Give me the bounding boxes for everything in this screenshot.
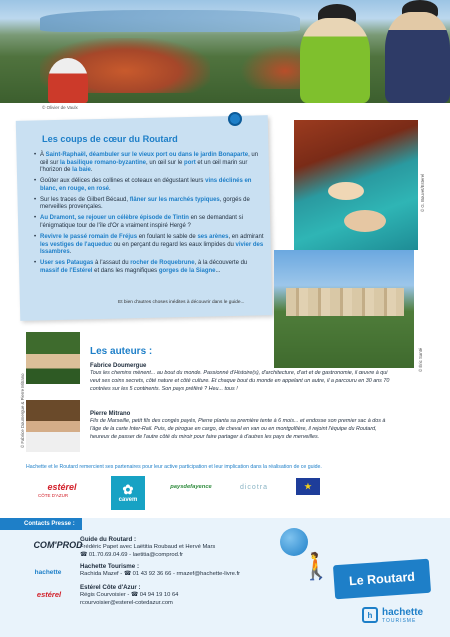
contact-line: Régis Courvoisier - ☎ 04 94 19 10 64 <box>80 592 179 598</box>
author-name: Fabrice Doumergue <box>90 363 147 369</box>
esterel-logo: estérel <box>28 478 96 496</box>
snorkeler <box>328 182 364 200</box>
village-photo <box>274 250 414 368</box>
cyclist-blue <box>385 12 450 103</box>
thanks-text: Hachette et le Routard remercient ses partenaires pour leur active participation et leur implication dans la réalisation de ce guide. <box>26 464 322 470</box>
hachette-small-logo: hachette <box>34 568 62 576</box>
photo-credit: © Éric Santé <box>418 347 423 372</box>
list-item: • Sur les traces de Gilbert Bécaud, flâner sur les marchés typiques, gorgés de merveilles provençales. <box>34 197 266 212</box>
list-item: • À Saint-Raphaël, déambuler sur le vieux port ou dans le jardin Bonaparte, un œil sur la basilique romano-byzantine, un œil sur le port et un œil marin sur l'horizon de la baie. <box>34 152 266 175</box>
le-routard-logo: Le Routard <box>333 559 431 600</box>
snorkeler <box>344 210 386 232</box>
contact-org: Guide du Routard : <box>80 536 137 543</box>
author-photo <box>26 332 80 384</box>
hero-credit: © Olivier de Vaulx <box>42 105 78 110</box>
snorkelers-photo <box>294 120 418 250</box>
esterel-logo-sub: CÔTE D'AZUR <box>38 493 69 498</box>
contact-line: Frédéric Papet avec Laëtitia Roubaud et Hervé Mars <box>80 544 216 550</box>
contact-block <box>80 536 300 560</box>
author-photo-credit: © Fabrice Doumergue & Pierre Mitrano <box>20 373 25 448</box>
contact-block <box>80 563 300 579</box>
contact-org: Estérel Côte d'Azur : <box>80 584 141 591</box>
contact-line: Rachida Mazef - ☎ 01 43 92 36 66 - rmazef@hachette-livre.fr <box>80 571 241 577</box>
list-item: • User ses Pataugas à l'assaut du rocher de Roquebrune, à la découverte du massif de l'Estérel et dans les magnifiques gorges de la Siagne... <box>34 260 266 275</box>
hachette-tourisme-logo <box>362 603 436 627</box>
hachette-icon: h <box>362 607 378 623</box>
author-name: Pierre Mitrano <box>90 411 131 417</box>
author-block <box>90 410 390 441</box>
pushpin-icon <box>228 112 242 126</box>
cavem-logo <box>111 476 145 510</box>
author-bio: Fils de Marseille, petit fils des congés payés, Pierre planta sa première tente à 6 mois... et endosse son premier sac à dos à l'âge de la carte Inter-Rail. Puis, de pirogue en cargo, de cheval en van ou en montgolfière, il rejoint l'équipe du Routard, heureux de passer de l'autre côté du miroir pour faire partager à d'autres les pays de merveilles. <box>90 418 386 440</box>
author-block <box>90 362 390 393</box>
auteurs-title: Les auteurs : <box>90 346 153 357</box>
list-item: • Goûter aux délices des collines et coteaux en dégustant leurs vins déclinés en blanc, en rouge, en rosé. <box>34 178 266 193</box>
contact-org: Hachette Tourisme : <box>80 563 140 570</box>
pays-de-fayence-logo: paysdefayence <box>170 484 212 490</box>
comprod-logo: COM'PROD <box>33 540 83 550</box>
village-houses <box>286 288 404 316</box>
photo-credit: © G. Bouvet/Esterel <box>420 173 425 212</box>
hachette-text <box>382 607 423 624</box>
coups-title: Les coups de cœur du Routard <box>42 134 178 144</box>
cavem-icon: ✿ <box>122 482 134 497</box>
eu-flag-icon: ★ <box>296 478 320 495</box>
hachette-sub: TOURISME <box>382 617 417 624</box>
list-item: • Au Dramont, se rejouer un célèbre épisode de Tintin en se demandant si l'énigmatique tour de l'île d'Or a vraiment inspiré Hergé ? <box>34 215 266 230</box>
contact-block <box>80 584 300 608</box>
contact-line: ☎ 01.70.69.04.69 - laetitia@comprod.fr <box>80 551 184 558</box>
hachette-name: hachette <box>382 606 424 618</box>
contact-line: rcourvoisier@esterel-cotedazur.com <box>80 599 173 606</box>
dicotra-logo: dicotra <box>239 483 268 491</box>
list-item: • Revivre le passé romain de Fréjus en foulant le sable de ses arènes, en admirant les vestiges de l'aqueduc ou en perçant du regard les eaux limpides du vivier des Issambres. <box>34 234 266 257</box>
hero-photo <box>0 0 450 103</box>
author-bio: Tous les chemins mènent... au bout du monde. Passionné d'Histoire(s), d'architecture, d'art et de gastronomie, il œuvre à qui veut ses coins secrets, côté nature et côté culture. Et chaque bout du monde en appelant un autre, il a parcouru en 30 ans 70 contrées sur les 5 continents. Son pays préféré ? Heu... tous ! <box>90 370 390 392</box>
backpacker-icon: 🚶 <box>300 551 333 581</box>
coups-footer: Et bien d'autres choses inédites à découvrir dans le guide... <box>118 300 245 305</box>
coups-list <box>34 152 266 279</box>
hero-sea <box>40 10 300 32</box>
esterel-small-logo: estérel <box>36 589 62 599</box>
cavem-label: cavem <box>118 497 138 503</box>
cyclist-red <box>48 58 88 103</box>
contacts-header: Contacts Presse : <box>0 518 82 530</box>
cyclist-green <box>300 18 370 103</box>
author-photo <box>26 400 80 452</box>
